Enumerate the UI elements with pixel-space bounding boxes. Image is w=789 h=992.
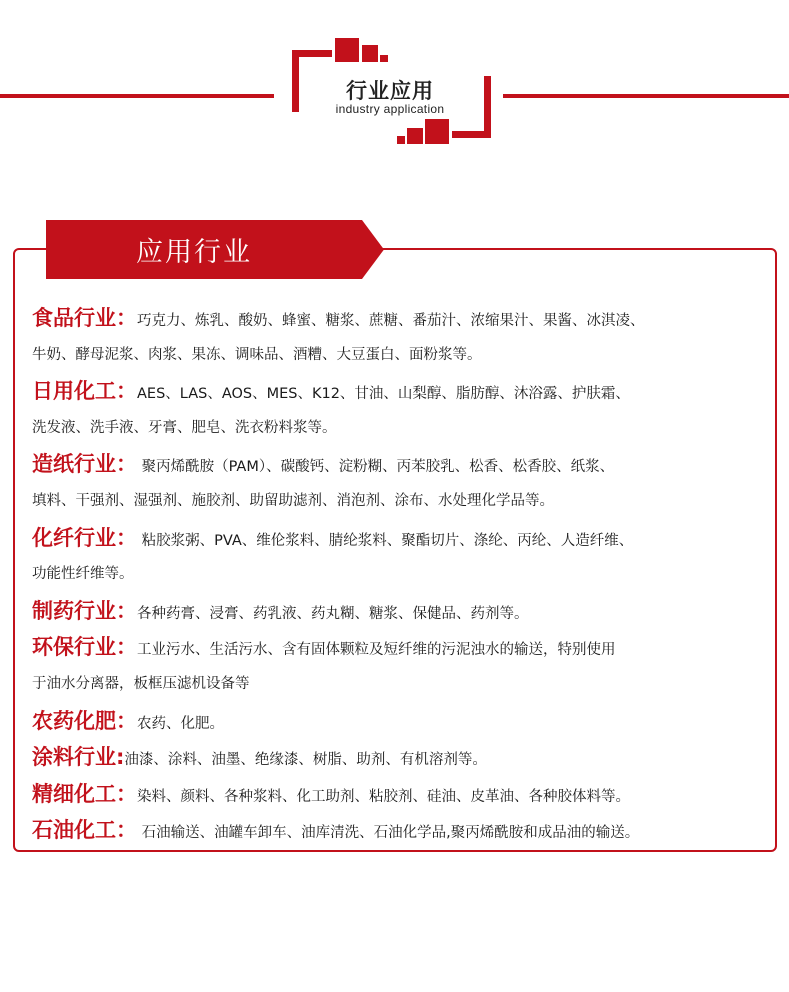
industry-category: 石油化工： (32, 818, 137, 843)
industry-row (32, 593, 782, 630)
industry-applications: 粘胶浆粥、PVA、维伦浆料、腈纶浆料、聚酯切片、涤纶、丙纶、人造纤维、 (137, 532, 634, 549)
decor-square (407, 128, 423, 144)
decor-square (362, 45, 378, 62)
industry-row (32, 520, 782, 557)
industry-applications: AES、LAS、AOS、MES、K12、甘油、山梨醇、脂肪醇、沐浴露、护肤霜、 (137, 386, 630, 403)
industry-category: 日用化工： (32, 379, 137, 404)
industry-category: 环保行业： (32, 635, 137, 660)
industry-category: 食品行业： (32, 306, 137, 330)
decor-square (425, 119, 449, 144)
decor-square (397, 136, 405, 144)
industry-category: 制药行业： (32, 598, 137, 623)
industry-applications-continued: 牛奶、酵母泥浆、肉浆、果冻、调味品、酒糟、大豆蛋白、面粉浆等。 (32, 346, 482, 363)
industry-applications: 聚丙烯酰胺（PAM）、碳酸钙、淀粉糊、丙苯胶乳、松香、松香胶、纸浆、 (137, 459, 615, 476)
industry-category: 化纤行业： (32, 525, 137, 550)
section-ribbon (46, 220, 384, 279)
header-title-en: industry application (335, 102, 445, 116)
section-title: 应用行业 (136, 237, 252, 268)
header-title-cn: 行业应用 (346, 79, 434, 103)
industry-row (32, 776, 782, 813)
industry-category: 农药化肥： (32, 708, 137, 733)
industry-applications: 工业污水、生活污水、含有固体颗粒及短纤维的污泥浊水的输送，特别使用 (137, 642, 616, 659)
decor-square (380, 55, 388, 62)
industry-applications-continued: 功能性纤维等。 (32, 566, 134, 583)
decor-square (335, 38, 359, 62)
industry-category: 造纸行业： (32, 452, 137, 477)
industry-applications-continued: 洗发液、洗手液、牙膏、肥皂、洗衣粉料浆等。 (32, 419, 337, 436)
industry-row (32, 739, 782, 776)
header-line-right (503, 94, 789, 98)
industry-list (32, 300, 782, 849)
industry-category: 精细化工： (32, 781, 137, 806)
industry-applications: 染料、颜料、各种浆料、化工助剂、粘胶剂、硅油、皮革油、各种胶体料等。 (137, 788, 630, 805)
industry-row (32, 446, 782, 483)
industry-row (32, 703, 782, 740)
industry-applications: 石油输送、油罐车卸车、油库清洗、石油化学品,聚丙烯酰胺和成品油的输送。 (137, 825, 640, 842)
industry-row (32, 629, 782, 666)
industry-row (32, 300, 782, 337)
industry-applications: 巧克力、炼乳、酸奶、蜂蜜、糖浆、蔗糖、番茄汁、浓缩果汁、果酱、冰淇凌、 (137, 313, 645, 329)
industry-category: 涂料行业: (32, 745, 125, 770)
industry-row (32, 373, 782, 410)
industry-applications: 农药、化肥。 (137, 715, 224, 732)
industry-applications-continued: 填料、干强剂、湿强剂、施胶剂、助留助滤剂、消泡剂、涂布、水处理化学品等。 (32, 492, 554, 509)
header-line-left (0, 94, 274, 98)
industry-row (32, 812, 782, 849)
industry-applications-continued: 于油水分离器，板框压滤机设备等 (32, 675, 250, 692)
industry-applications: 油漆、涂料、油墨、绝缘漆、树脂、助剂、有机溶剂等。 (124, 752, 487, 769)
industry-applications: 各种药膏、浸膏、药乳液、药丸糊、糖浆、保健品、药剂等。 (137, 605, 529, 622)
